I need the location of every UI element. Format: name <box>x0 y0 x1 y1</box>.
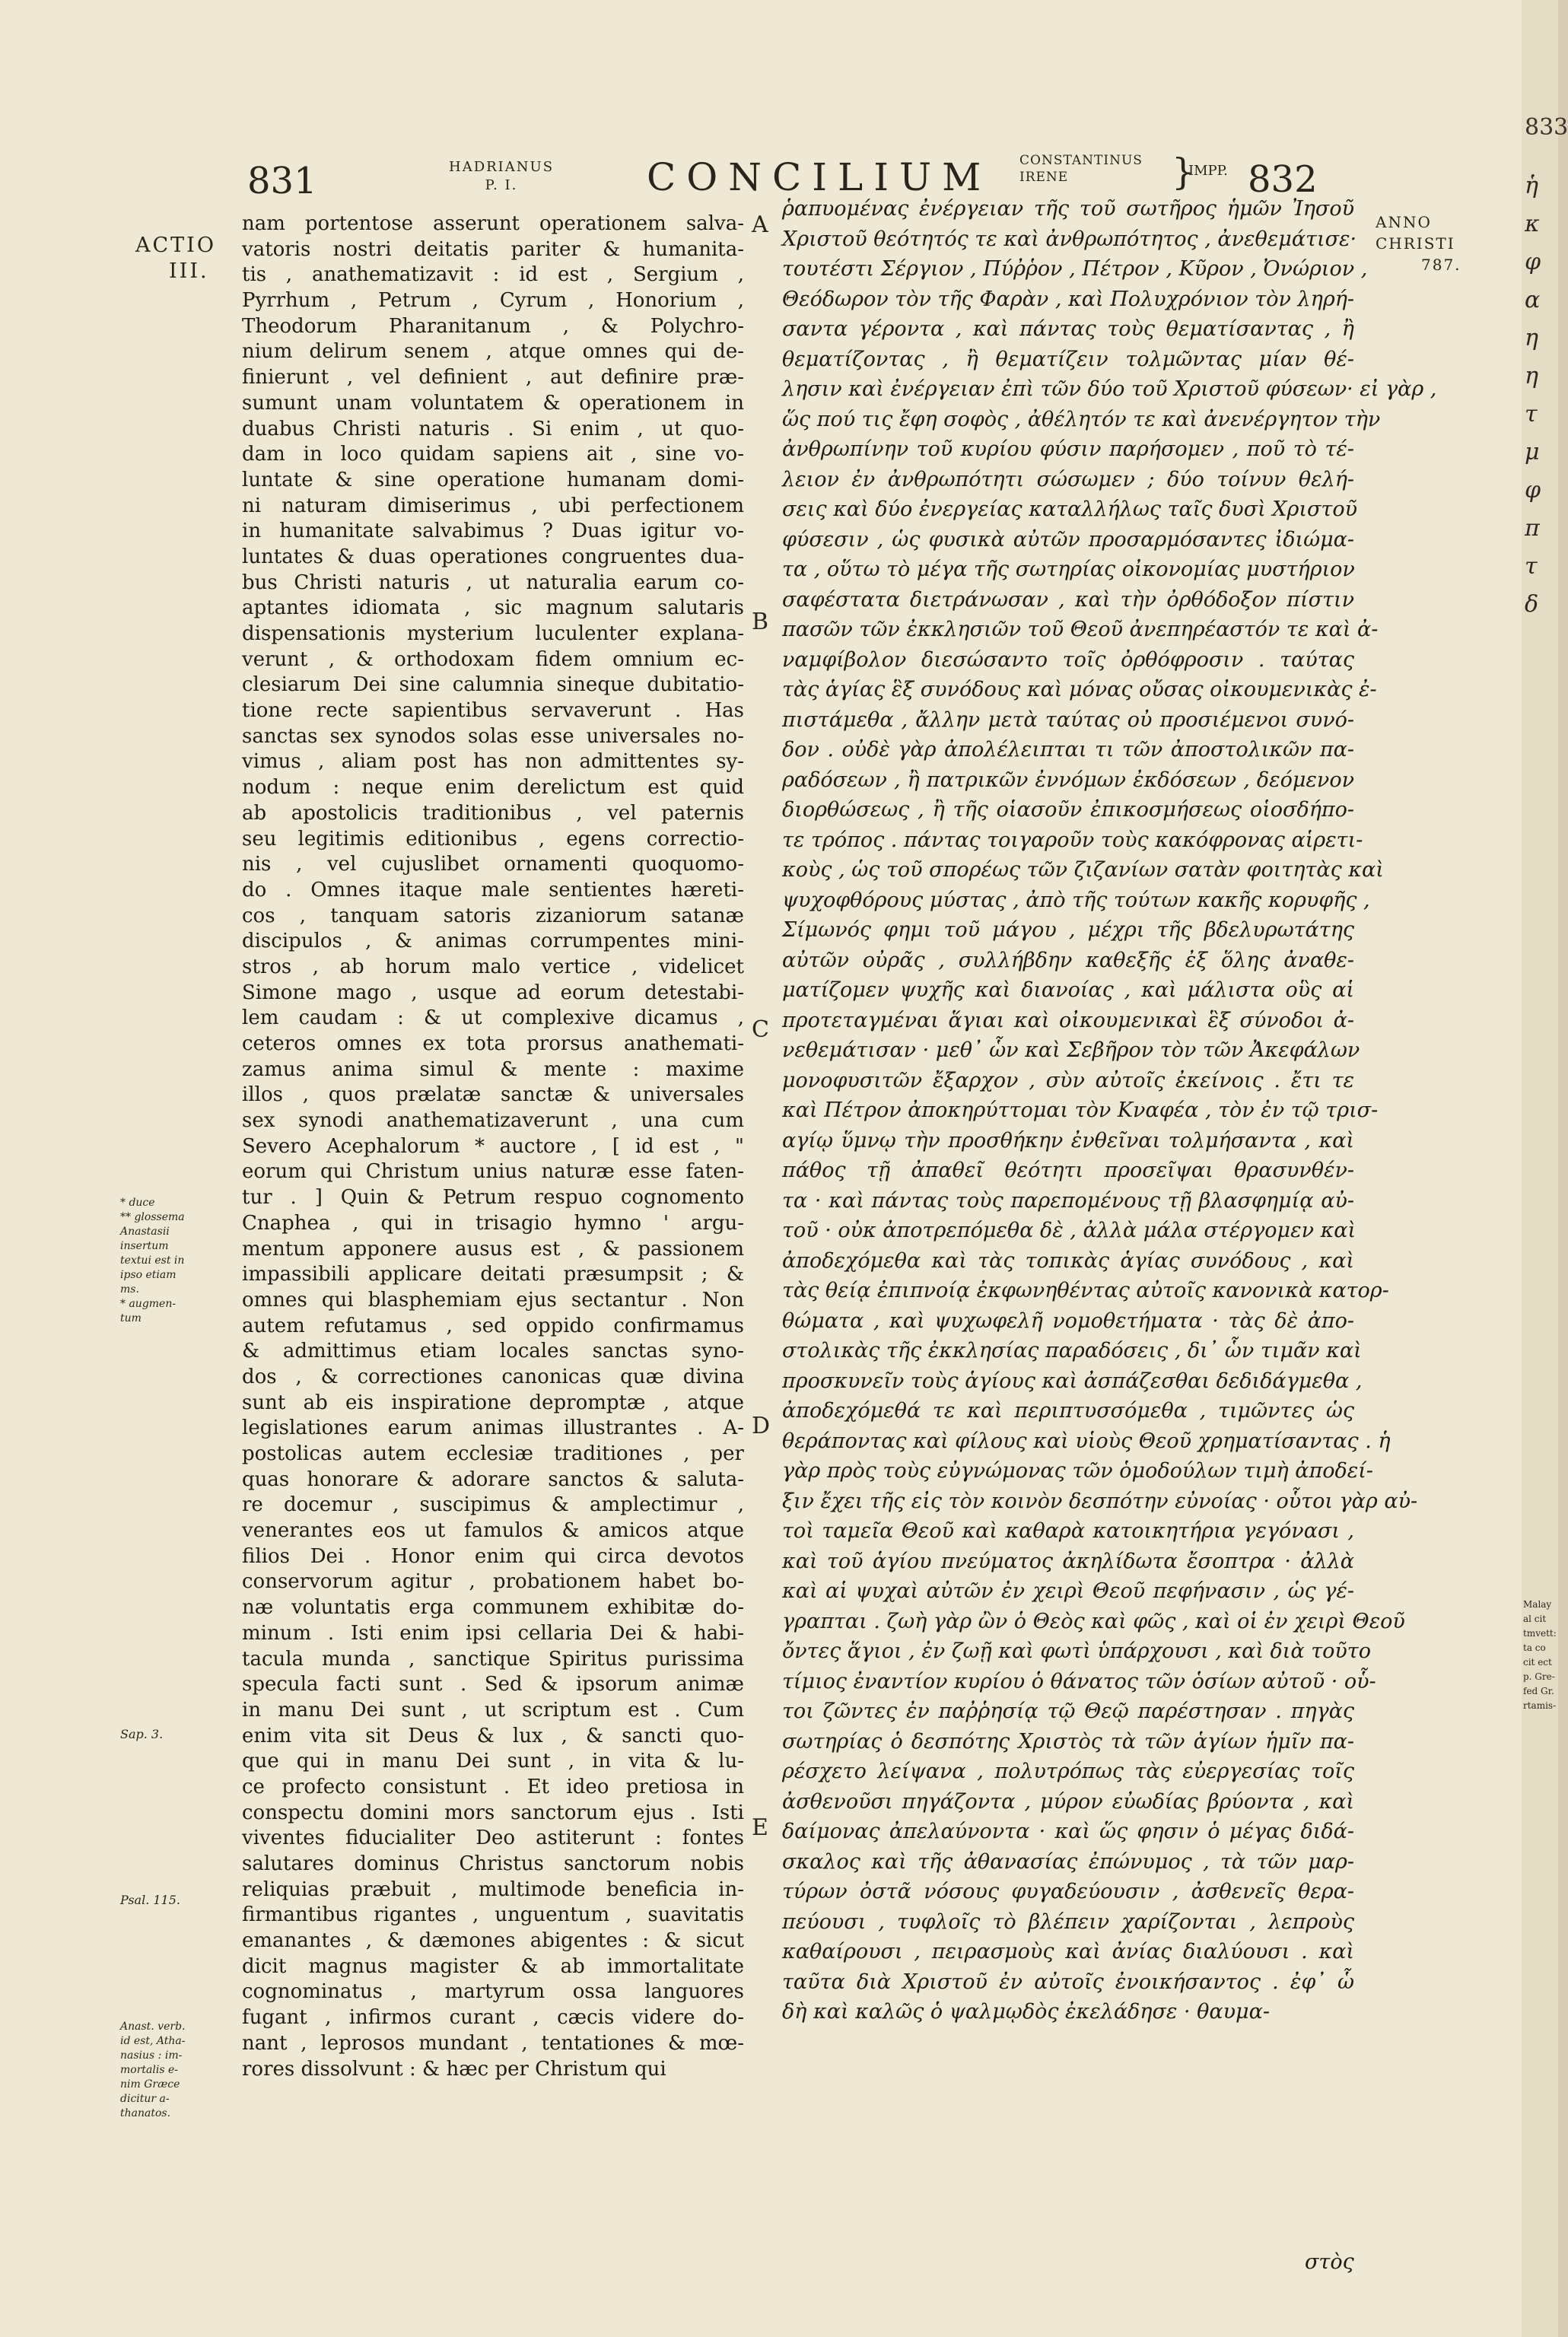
greek-text-line: τὰς ἁγίας ἓξ συνόδους καὶ μόνας οὔσας οἰκουμενικὰς ἐ- <box>782 678 1377 701</box>
greek-text-line: Σίμωνός φημι τοῦ μάγου , μέχρι τῆς βδελυρωτάτης <box>782 918 1354 942</box>
anno-christi-label <box>1376 211 1461 275</box>
greek-text-line: πασῶν τῶν ἐκκλησιῶν τοῦ Θεοῦ ἀνεπηρέαστόν τε καὶ ἀ- <box>782 618 1379 641</box>
section-letter: E <box>752 1814 768 1841</box>
greek-text-line: θεράποντας καὶ φίλους καὶ υἱοὺς Θεοῦ χρηματίσαντας . ἡ <box>782 1429 1391 1453</box>
latin-text-line: in humanitate salvabimus ? Duas igitur vo- <box>242 520 744 543</box>
latin-text-line: dos , & correctiones canonicas quæ divina <box>242 1365 744 1388</box>
greek-text-line: ὄντες ἅγιοι , ἐν ζωῇ καὶ φωτὶ ὑπάρχουσι , καὶ διὰ τοῦτο <box>782 1639 1371 1663</box>
latin-text-line: nodum : neque enim derelictum est quid <box>242 776 744 800</box>
latin-text-line: nium delirum senem , atque omnes qui de- <box>242 340 744 364</box>
latin-text-line: ni naturam dimiserimus , ubi perfectionem <box>242 494 744 517</box>
greek-text-line: τα · καὶ πάντας τοὺς παρεπομένους τῇ βλασφημίᾳ αὐ- <box>782 1188 1354 1213</box>
latin-text-line: dam in loco quidam sapiens ait , sine vo- <box>242 443 744 466</box>
greek-text-line: τίμιος ἐναντίον κυρίου ὁ θάνατος τῶν ὁσίων αὐτοῦ · οὗ- <box>782 1669 1376 1693</box>
section-letter: D <box>752 1413 771 1439</box>
greek-text-line: τε τρόπος . πάντας τοιγαροῦν τοὺς κακόφρονας αἱρετι- <box>782 828 1363 852</box>
latin-text-line: minum . Isti enim ipsi cellaria Dei & habi- <box>242 1621 744 1645</box>
pope-number: P. I. <box>485 177 518 193</box>
greek-text-line: λειον ἐν ἀνθρωπότητι σώσωμεν ; δύο τοίνυν θελή- <box>782 467 1354 491</box>
greek-text-line: γὰρ πρὸς τοὺς εὐγνώμονας τῶν ὁμοδούλων τιμὴ ἀποδεί- <box>782 1459 1373 1483</box>
greek-text-line: νεθεμάτισαν · μεθ᾽ ὧν καὶ Σεβῆρον τὸν τῶν Ἀκεφάλων <box>782 1038 1360 1062</box>
greek-text-line: Χριστοῦ θεότητός τε καὶ ἀνθρωπότητος , ἀνεθεμάτισε· <box>782 227 1357 251</box>
margin-note-sap: Sap. 3. <box>120 1727 164 1741</box>
greek-text-line: τοῦ · οὐκ ἀποτρεπόμεθα δὲ , ἀλλὰ μάλα στέργομεν καὶ <box>782 1219 1356 1242</box>
latin-text-line: vimus , aliam post has non admittentes sy- <box>242 750 744 774</box>
greek-text-line: πεύουσι , τυφλοῖς τὸ βλέπειν χαρίζονται , λεπροὺς <box>782 1909 1354 1934</box>
greek-text-line: τοὶ ταμεῖα Θεοῦ καὶ καθαρὰ κατοικητήρια γεγόνασι , <box>782 1519 1354 1543</box>
latin-text-line: ce profecto consistunt . Et ideo pretiosa in <box>242 1775 744 1798</box>
greek-text-line: στολικὰς τῆς ἐκκλησίας παραδόσεις , δι᾽ ὧν τιμᾶν καὶ <box>782 1339 1362 1362</box>
latin-text-line: rores dissolvunt : & hæc per Christum qui <box>242 2057 666 2081</box>
greek-text-line: ῥαπυομένας ἐνέργειαν τῆς τοῦ σωτῆρος ἡμῶν Ἰησοῦ <box>782 197 1354 221</box>
latin-text-line: Theodorum Pharanitanum , & Polychro- <box>242 314 744 338</box>
latin-text-line: ceteros omnes ex tota prorsus anathemati- <box>242 1032 744 1055</box>
greek-text-line: καὶ αἱ ψυχαὶ αὐτῶν ἐν χειρὶ Θεοῦ πεφήνασιν , ὡς γέ- <box>782 1579 1354 1603</box>
page-number-left: 831 <box>247 160 317 202</box>
running-title: CONCILIUM <box>647 155 992 199</box>
latin-text-line: nam portentose asserunt operationem salva- <box>242 212 744 235</box>
greek-text-line: ξιν ἔχει τῆς εἰς τὸν κοινὸν δεσπότην εὐνοίας · οὗτοι γὰρ αὐ- <box>782 1489 1418 1513</box>
latin-text-line: & admittimus etiam locales sanctas syno- <box>242 1340 744 1363</box>
latin-text-line: seu legitimis editionibus , egens correctio- <box>242 827 744 851</box>
actio-number: III. <box>169 259 209 283</box>
emperors-heading <box>1019 152 1143 186</box>
greek-text-line: προτεταγμέναι ἅγιαι καὶ οἰκουμενικαὶ ἓξ σύνοδοι ἀ- <box>782 1008 1354 1032</box>
empress-irene: IRENE <box>1019 170 1069 185</box>
greek-text-line: φύσεσιν , ὡς φυσικὰ αὐτῶν προσαρμόσαντες ἰδιώμα- <box>782 527 1354 552</box>
latin-text-line: reliquias præbuit , multimode beneficia in- <box>242 1878 744 1901</box>
latin-text-line: mentum apponere ausus est , & passionem <box>242 1237 744 1261</box>
greek-text-line: αὐτῶν οὐρᾶς , συλλήβδην καθεξῆς ἐξ ὅλης ἀναθε- <box>782 948 1354 972</box>
greek-text-line: τύρων ὀστᾶ νόσους φυγαδεύουσιν , ἀσθενεῖς θερα- <box>782 1880 1354 1903</box>
latin-column <box>242 211 744 2082</box>
catchword: στὸς <box>1305 2250 1354 2274</box>
section-letter: C <box>752 1016 769 1043</box>
greek-text-line: δαίμονας ἀπελαύνοντα · καὶ ὥς φησιν ὁ μέγας διδά- <box>782 1820 1354 1843</box>
latin-text-line: tione recte sapientibus servaverunt . Has <box>242 699 744 723</box>
latin-text-line: dicit magnus magister & ab immortalitate <box>242 1954 744 1978</box>
adjacent-page-number: 833 <box>1525 114 1568 141</box>
brace-glyph: } <box>1172 151 1195 193</box>
latin-text-line: vatoris nostri deitatis pariter & humanita- <box>242 237 744 261</box>
greek-text-line: Θεόδωρον τὸν τῆς Φαρὰν , καὶ Πολυχρόνιον τὸν ληρή- <box>782 287 1354 311</box>
latin-text-line: eorum qui Christum unius naturæ esse faten- <box>242 1160 744 1184</box>
adjacent-page-edge <box>1522 0 1568 2337</box>
latin-text-line: finierunt , vel definient , aut definire præ- <box>242 366 744 390</box>
actio-label <box>135 233 216 285</box>
latin-text-line: legislationes earum animas illustrantes . A- <box>242 1417 744 1440</box>
section-letter: A <box>752 211 768 238</box>
greek-text-line: διορθώσεως , ἢ τῆς οἱασοῦν ἐπικοσμήσεως οἱοσδήπο- <box>782 798 1354 822</box>
latin-text-line: clesiarum Dei sine calumnia sineque dubitatio- <box>242 673 744 697</box>
latin-text-line: filios Dei . Honor enim qui circa devotos <box>242 1544 744 1568</box>
latin-text-line: impassibili applicare deitati præsumpsit ; & <box>242 1263 744 1286</box>
greek-text-line: ταῦτα διὰ Χριστοῦ ἐν αὐτοῖς ἐνοικήσαντος . ἐφ᾽ ὧ <box>782 1970 1354 1994</box>
latin-text-line: enim vita sit Deus & lux , & sancti quo- <box>242 1724 744 1747</box>
latin-text-line: tis , anathematizavit : id est , Sergium , <box>242 263 744 287</box>
latin-text-line: specula facti sunt . Sed & ipsorum animæ <box>242 1673 744 1696</box>
anno-word: ANNO <box>1376 213 1432 231</box>
greek-text-line: δον . οὐδὲ γὰρ ἀπολέλειπται τι τῶν ἀποστολικῶν πα- <box>782 738 1354 762</box>
year: 787. <box>1421 256 1461 274</box>
greek-text-line: ναμφίβολον διεσώσαντο τοῖς ὀρθόφροσιν . ταύτας <box>782 647 1354 672</box>
latin-text-line: autem refutamus , sed oppido confirmamus <box>242 1314 744 1337</box>
greek-text-line: καὶ τοῦ ἁγίου πνεύματος ἀκηλίδωτα ἔσοπτρα · ἀλλὰ <box>782 1549 1354 1573</box>
latin-text-line: tacula munda , sanctique Spiritus purissima <box>242 1647 744 1671</box>
greek-text-line: λησιν καὶ ἐνέργειαν ἐπὶ τῶν δύο τοῦ Χριστοῦ φύσεων· εἰ γὰρ , <box>782 377 1437 401</box>
greek-text-line: ἀνθρωπίνην τοῦ κυρίου φύσιν παρήσομεν , ποῦ τὸ τέ- <box>782 437 1354 461</box>
latin-text-line: viventes fiducialiter Deo astiterunt : fontes <box>242 1827 744 1850</box>
margin-note-psal: Psal. 115. <box>120 1893 180 1907</box>
impp-label: IMPP. <box>1188 163 1228 179</box>
latin-text-line: salutares dominus Christus sanctorum nobis <box>242 1852 744 1875</box>
latin-text-line: venerantes eos ut famulos & amicos atque <box>242 1519 744 1543</box>
latin-text-line: sanctas sex synodos solas esse universales no- <box>242 724 744 748</box>
greek-text-line: τοι ζῶντες ἐν παῤῥησίᾳ τῷ Θεῷ παρέστησαν . πηγὰς <box>782 1699 1354 1723</box>
latin-text-line: Severo Acephalorum * auctore , [ id est , " <box>242 1134 744 1158</box>
latin-text-line: ab apostolicis traditionibus , vel paternis <box>242 801 744 825</box>
latin-text-line: emanantes , & dæmones abigentes : & sicut <box>242 1929 744 1953</box>
adjacent-page-note: Malay al cit tmvett: ta co cit ect p. Gre- fed Gr. rtamis- <box>1523 1599 1557 1711</box>
greek-text-line: πιστάμεθα , ἄλλην μετὰ ταύτας οὐ προσιέμενοι συνό- <box>782 707 1354 732</box>
greek-text-line: κοὺς , ὡς τοῦ σπορέως τῶν ζιζανίων σατὰν φοιτητὰς καὶ <box>782 858 1384 882</box>
latin-text-line: zamus anima simul & mente : maxime <box>242 1057 744 1081</box>
latin-text-line: Simone mago , usque ad eorum detestabi- <box>242 981 744 1004</box>
latin-text-line: sex synodi anathematizaverunt , una cum <box>242 1109 744 1133</box>
greek-text-line: πάθος τῇ ἀπαθεῖ θεότητι προσεῖψαι θρασυνθέν- <box>782 1159 1354 1182</box>
greek-text-line: ψυχοφθόρους μύστας , ἀπὸ τῆς τούτων κακῆς κορυφῆς , <box>782 888 1370 912</box>
latin-text-line: lem caudam : & ut complexive dicamus , <box>242 1006 744 1030</box>
latin-text-line: conspectu domini mors sanctorum ejus . Isti <box>242 1801 744 1824</box>
adjacent-page-text: ἡ κ φ α η η τ μ φ π τ δ <box>1525 173 1541 618</box>
latin-text-line: discipulos , & animas corrumpentes mini- <box>242 930 744 953</box>
latin-text-line: cos , tanquam satoris zizaniorum satanæ <box>242 904 744 927</box>
latin-text-line: illos , quos prælatæ sanctæ & universales <box>242 1083 744 1107</box>
greek-text-line: καθαίρουσι , πειρασμοὺς καὶ ἀνίας διαλύουσι . καὶ <box>782 1940 1354 1963</box>
greek-text-line: σεις καὶ δύο ἐνεργείας καταλλήλως ταῖς δυσὶ Χριστοῦ <box>782 498 1358 521</box>
latin-text-line: sunt ab eis inspiratione depromptæ , atque <box>242 1391 744 1414</box>
greek-text-line: ρέσχετο λείψανα , πολυτρόπως τὰς εὐεργεσίας τοῖς <box>782 1760 1354 1783</box>
greek-text-line: ματίζομεν ψυχῆς καὶ διανοίας , καὶ μάλιστα οὓς αἱ <box>782 978 1354 1002</box>
margin-note-duce: * duce ** glossema Anastasii insertum textui est in ipso etiam ms. * augmen- tum <box>120 1197 185 1324</box>
greek-text-line: σαντα γέροντα , καὶ πάντας τοὺς θεματίσαντας , ἢ <box>782 317 1354 341</box>
latin-text-line: fugant , infirmos curant , cæcis videre do- <box>242 2006 744 2030</box>
latin-text-line: quas honorare & adorare sanctos & saluta- <box>242 1467 744 1491</box>
greek-text-line: προσκυνεῖν τοὺς ἁγίους καὶ ἀσπάζεσθαι δεδιδάγμεθα , <box>782 1369 1363 1393</box>
pope-name: HADRIANUS <box>449 159 555 175</box>
emperor-constantinus: CONSTANTINUS <box>1019 153 1143 168</box>
greek-text-line: τὰς θείᾳ ἐπιπνοίᾳ ἐκφωνηθέντας αὐτοῖς κανονικὰ κατορ- <box>782 1279 1389 1302</box>
latin-text-line: que qui in manu Dei sunt , in vita & lu- <box>242 1750 744 1773</box>
greek-text-line: ραδόσεων , ἢ πατρικῶν ἐννόμων ἐκδόσεων , δεόμενον <box>782 768 1354 792</box>
latin-text-line: in manu Dei sunt , ut scriptum est . Cum <box>242 1698 744 1722</box>
page-number-right: 832 <box>1248 158 1318 201</box>
latin-text-line: luntates & duas operationes congruentes dua- <box>242 545 744 568</box>
greek-text-line: σκαλος καὶ τῆς ἀθανασίας ἐπώνυμος , τὰ τῶν μαρ- <box>782 1849 1354 1874</box>
latin-text-line: duabus Christi naturis . Si enim , ut quo- <box>242 417 744 440</box>
latin-text-line: luntate & sine operatione humanam domi- <box>242 468 744 491</box>
greek-text-line: τα , οὕτω τὸ μέγα τῆς σωτηρίας οἰκονομίας μυστήριον <box>782 558 1355 581</box>
latin-text-line: bus Christi naturis , ut naturalia earum co- <box>242 571 744 594</box>
latin-text-line: sumunt unam voluntatem & operationem in <box>242 391 744 415</box>
greek-text-line: μονοφυσιτῶν ἔξαρχον , σὺν αὐτοῖς ἐκείνοις . ἔτι τε <box>782 1068 1354 1092</box>
pope-heading <box>449 158 554 195</box>
latin-text-line: aptantes idiomata , sic magnum salutaris <box>242 596 744 620</box>
greek-text-line: σωτηρίας ὁ δεσπότης Χριστὸς τὰ τῶν ἁγίων ἡμῖν πα- <box>782 1729 1354 1754</box>
greek-text-line: τουτέστι Σέργιον , Πύῤῥον , Πέτρον , Κῦρον , Ὀνώριον , <box>782 257 1368 281</box>
latin-text-line: stros , ab horum malo vertice , videlicet <box>242 955 744 978</box>
margin-note-anastasius: Anast. verb. id est, Atha- nasius : im- mortalis e- nim Græce dicitur a- thanatos. <box>120 2021 186 2119</box>
latin-text-line: omnes qui blasphemiam ejus sectantur . Non <box>242 1288 744 1312</box>
latin-text-line: conservorum agitur , probationem habet bo- <box>242 1570 744 1594</box>
greek-text-line: θώματα , καὶ ψυχωφελῆ νομοθετήματα · τὰς δὲ ἀπο- <box>782 1308 1354 1333</box>
latin-text-line: re docemur , suscipimus & amplectimur , <box>242 1493 744 1517</box>
latin-text-line: dispensationis mysterium luculenter explana- <box>242 622 744 645</box>
greek-text-line: ὥς πού τις ἔφη σοφὸς , ἀθέλητόν τε καὶ ἀνενέργητον τὴν <box>782 407 1381 431</box>
greek-text-line: γραπται . ζωὴ γὰρ ὢν ὁ Θεὸς καὶ φῶς , καὶ οἱ ἐν χειρὶ Θεοῦ <box>782 1609 1405 1633</box>
latin-text-line: tur . ] Quin & Petrum respuo cognomento <box>242 1186 744 1210</box>
latin-text-line: nis , vel cujuslibet ornamenti quoquomo- <box>242 853 744 876</box>
latin-text-line: Pyrrhum , Petrum , Cyrum , Honorium , <box>242 289 744 313</box>
greek-text-line: καὶ Πέτρον ἀποκηρύττομαι τὸν Κναφέα , τὸν ἐν τῷ τρισ- <box>782 1099 1379 1122</box>
latin-text-line: firmantibus rigantes , unguentum , suavitatis <box>242 1903 744 1927</box>
latin-text-line: verunt , & orthodoxam fidem omnium ec- <box>242 647 744 671</box>
latin-text-line: cognominatus , martyrum ossa languores <box>242 1980 744 2004</box>
greek-text-line: ἀποδεχόμεθά τε καὶ περιπτυσσόμεθα , τιμῶντες ὡς <box>782 1399 1354 1423</box>
latin-text-line: nant , leprosos mundant , tentationes & mœ- <box>242 2031 744 2055</box>
christi-word: CHRISTI <box>1376 234 1455 253</box>
greek-text-line: ἀποδεχόμεθα καὶ τὰς τοπικὰς ἁγίας συνόδους , καὶ <box>782 1248 1354 1273</box>
greek-text-line: αγίῳ ὕμνῳ τὴν προσθήκην ἐνθεῖναι τολμήσαντα , καὶ <box>782 1128 1354 1153</box>
section-letter: B <box>752 609 769 635</box>
greek-text-line: δὴ καὶ καλῶς ὁ ψαλμῳδὸς ἐκελάδησε · θαυμα- <box>782 2000 1270 2024</box>
greek-text-line: σαφέστατα διετράνωσαν , καὶ τὴν ὀρθόδοξον πίστιν <box>782 587 1354 612</box>
greek-text-line: ἀσθενοῦσι πηγάζοντα , μύρον εὐωδίας βρύοντα , καὶ <box>782 1789 1354 1814</box>
actio-word: ACTIO <box>135 234 216 257</box>
latin-text-line: postolicas autem ecclesiæ traditiones , per <box>242 1442 744 1465</box>
latin-text-line: do . Omnes itaque male sentientes hæreti- <box>242 878 744 901</box>
greek-text-line: θεματίζοντας , ἢ θεματίζειν τολμῶντας μίαν θέ- <box>782 347 1354 371</box>
latin-text-line: Cnaphea , qui in trisagio hymno ' argu- <box>242 1211 744 1235</box>
latin-text-line: næ voluntatis erga communem exhibitæ do- <box>242 1596 744 1620</box>
